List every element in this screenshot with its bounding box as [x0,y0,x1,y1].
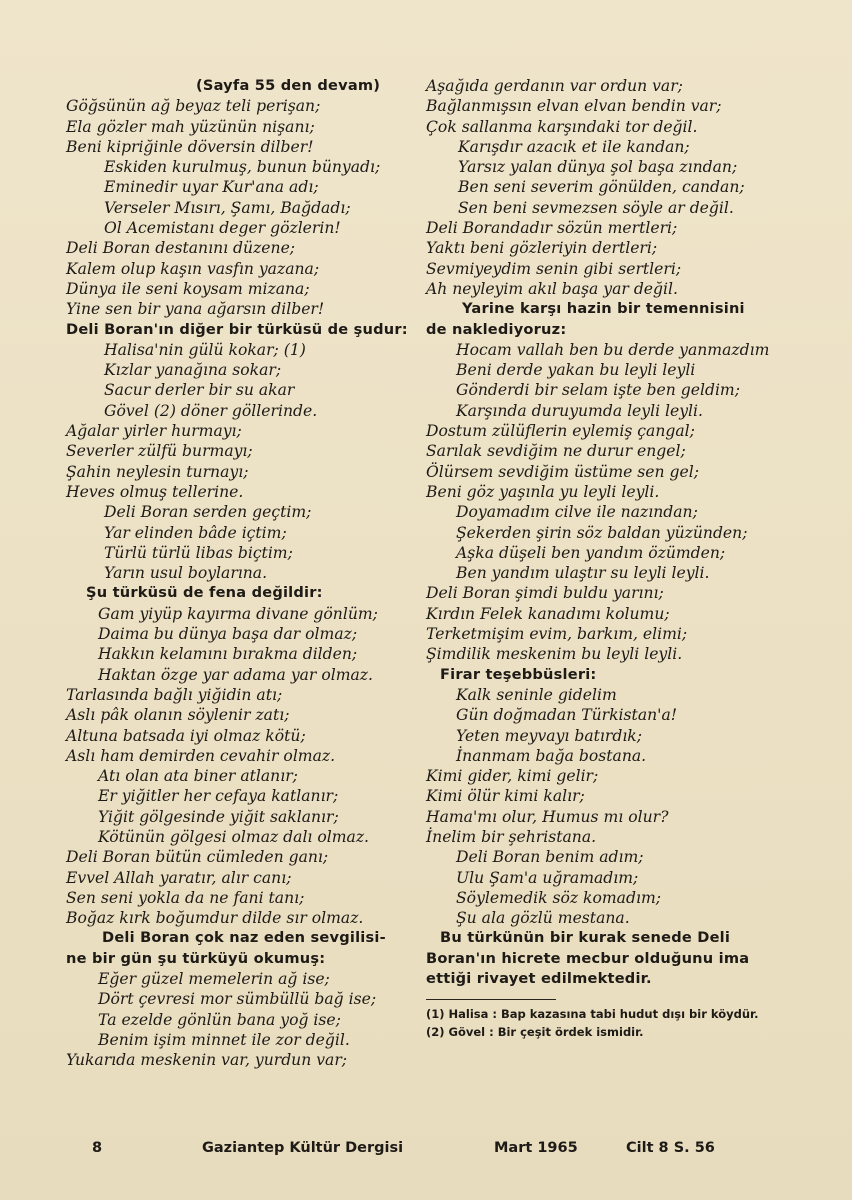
verse-line: Şimdilik meskenim bu leyli leyli. [426,645,683,664]
verse-line: Verseler Mısırı, Şamı, Bağdadı; [104,198,351,217]
verse-line: Çok sallanma karşındaki tor değil. [426,117,698,136]
footnotes [426,1006,766,1040]
verse-line: Beni derde yakan bu leyli leyli [456,361,696,380]
verse-line: Haktan özge yar adama yar olmaz. [98,665,373,684]
verse-line: Beni göz yaşınla yu leyli leyli. [426,482,660,501]
prose-line: Deli Boran çok naz eden sevgilisi- [102,929,386,947]
verse-line: Karşında duruyumda leyli leyli. [456,401,703,420]
footnote-rule [426,999,556,1000]
verse-line: Sacur derler bir su akar [104,381,295,400]
verse-line: Boğaz kırk boğumdur dilde sır olmaz. [66,909,364,928]
verse-line: Altuna batsada iyi olmaz kötü; [66,726,306,745]
verse-line: Ol Acemistanı deger gözlerin! [104,219,341,238]
verse-line: Ah neyleyim akıl başa yar değil. [426,279,678,298]
verse-line: Ulu Şam'a uğramadım; [456,868,639,887]
verse-line: Ölürsem sevdiğim üstüme sen gel; [426,462,699,481]
verse-line: Kimi gider, kimi gelir; [426,767,599,786]
verse-line: Şahin neylesin turnayı; [66,462,249,481]
verse-line: Kötünün gölgesi olmaz dalı olmaz. [98,827,370,846]
verse-line: Beni kipriğinle döversin dilber! [66,137,314,156]
verse-line: Er yiğitler her cefaya katlanır; [98,787,339,806]
verse-line: Kırdın Felek kanadımı kolumu; [426,604,670,623]
verse-line: Atı olan ata biner atlanır; [98,767,298,786]
prose-line: ne bir gün şu türküyü okumuş: [66,949,326,967]
verse-line: Ben seni severim gönülden, candan; [458,178,745,197]
verse-line: Gönderdi bir selam işte ben geldim; [456,381,740,400]
verse-line: Yarın usul boylarına. [104,564,268,583]
right-column [426,76,770,1042]
verse-line: Daima bu dünya başa dar olmaz; [98,625,358,644]
verse-line: Kalk seninle gidelim [456,685,617,704]
verse-line: Şekerden şirin söz baldan yüzünden; [456,523,748,542]
verse-line: Dostum zülüflerin eylemiş çangal; [426,422,695,441]
prose-line: Deli Boran'ın diğer bir türküsü de şudur: [66,320,408,338]
verse-line: Deli Boran benim adım; [456,848,644,867]
verse-line: Kızlar yanağına sokar; [104,361,282,380]
verse-line: İnanmam bağa bostana. [456,746,647,765]
verse-line: Benim işim minnet ile zor değil. [98,1030,350,1049]
volume-issue: Cilt 8 S. 56 [626,1140,715,1156]
verse-line: Ben yandım ulaştır su leyli leyli. [456,564,710,583]
verse-line: Kalem olup kaşın vasfın yazana; [66,259,320,278]
page-number: 8 [92,1140,103,1156]
verse-line: Yeten meyvayı batırdık; [456,726,643,745]
prose-line: Bu türkünün bir kurak senede Deli [440,929,731,947]
verse-line: Deli Boran destanını düzene; [66,239,296,258]
verse-line: Severler zülfü burmayı; [66,442,253,461]
prose-line: (Sayfa 55 den devam) [196,77,381,94]
issue-date: Mart 1965 [494,1140,578,1156]
verse-line: Sen seni yokla da ne fani tanı; [66,888,305,907]
verse-line: Halisa'nin gülü kokar; (1) [104,340,306,359]
verse-line: Sen beni sevmezsen söyle ar değil. [458,198,734,217]
verse-line: Yine sen bir yana ağarsın dilber! [66,300,325,319]
verse-line: Yarsız yalan dünya şol başa zından; [458,158,738,177]
verse-line: Karışdır azacık et ile kandan; [458,137,690,156]
verse-line: Ela gözler mah yüzünün nişanı; [66,117,315,136]
verse-line: Terketmişim evim, barkım, elimi; [426,625,688,644]
verse-line: Aslı ham demirden cevahir olmaz. [66,746,336,765]
verse-line: Göğsünün ağ beyaz teli perişan; [66,97,321,116]
verse-line: Yar elinden bâde içtim; [104,523,287,542]
left-column [66,76,406,1071]
verse-line: Şu ala gözlü mestana. [456,909,630,928]
prose-line: Şu türküsü de fena değildir: [86,584,323,602]
journal-title: Gaziantep Kültür Dergisi [202,1140,404,1156]
footnote: (2) Gövel : Bir çeşit ördek ismidir. [426,1025,644,1040]
prose-line: Boran'ın hicrete mecbur olduğunu ima [426,949,750,967]
verse-line: Tarlasında bağlı yiğidin atı; [66,685,283,704]
verse-line: Deli Boran bütün cümleden ganı; [66,848,329,867]
verse-line: Sevmiyeydim senin gibi sertleri; [426,259,682,278]
verse-line: Yukarıda meskenin var, yurdun var; [66,1051,348,1070]
verse-line: Sarılak sevdiğim ne durur engel; [426,442,686,461]
verse-line: Doyamadım cilve ile nazından; [456,503,698,522]
verse-line: Heves olmuş tellerine. [66,482,244,501]
verse-line: Yiğit gölgesinde yiğit saklanır; [98,807,339,826]
verse-line: Kimi ölür kimi kalır; [426,787,585,806]
verse-line: Hocam vallah ben bu derde yanmazdım [456,340,770,359]
verse-line: Söylemedik söz komadım; [456,888,661,907]
prose-line: Firar teşebbüsleri: [440,665,597,683]
prose-line: ettiği rivayet edilmektedir. [426,970,652,988]
verse-line: Ağalar yirler hurmayı; [66,422,242,441]
verse-line: Aşağıda gerdanın var ordun var; [426,77,683,95]
footnote: (1) Halisa : Bap kazasına tabi hudut dışı bir köydür. [426,1007,759,1022]
verse-line: Deli Borandadır sözün mertleri; [426,219,678,238]
verse-line: Gövel (2) döner göllerinde. [104,401,318,420]
verse-line: Aslı pâk olanın söylenir zatı; [66,706,290,725]
verse-line: Yaktı beni gözleriyin dertleri; [426,239,658,258]
verse-line: Gam yiyüp kayırma divane gönlüm; [98,604,378,623]
verse-line: Deli Boran şimdi buldu yarını; [426,584,664,603]
verse-line: Eminedir uyar Kur'ana adı; [104,178,319,197]
verse-line: İnelim bir şehristana. [426,827,597,846]
verse-line: Deli Boran serden geçtim; [104,503,312,522]
verse-line: Hama'mı olur, Humus mı olur? [426,807,669,826]
verse-line: Eğer güzel memelerin ağ ise; [98,970,330,989]
verse-line: Eskiden kurulmuş, bunun bünyadı; [104,158,381,177]
verse-line: Gün doğmadan Türkistan'a! [456,706,678,725]
right-column-lines [426,76,770,989]
prose-line: Yarine karşı hazin bir temennisini [462,300,745,318]
verse-line: Dünya ile seni koysam mizana; [66,279,310,298]
verse-line: Türlü türlü libas biçtim; [104,543,293,562]
verse-line: Evvel Allah yaratır, alır canı; [66,868,292,887]
verse-line: Bağlanmışsın elvan elvan bendin var; [426,97,722,116]
prose-line: de naklediyoruz: [426,320,567,338]
verse-line: Aşka düşeli ben yandım özümden; [456,543,726,562]
verse-line: Dört çevresi mor sümbüllü bağ ise; [98,990,377,1009]
verse-line: Hakkın kelamını bırakma dilden; [98,645,358,664]
verse-line: Ta ezelde gönlün bana yoğ ise; [98,1010,341,1029]
